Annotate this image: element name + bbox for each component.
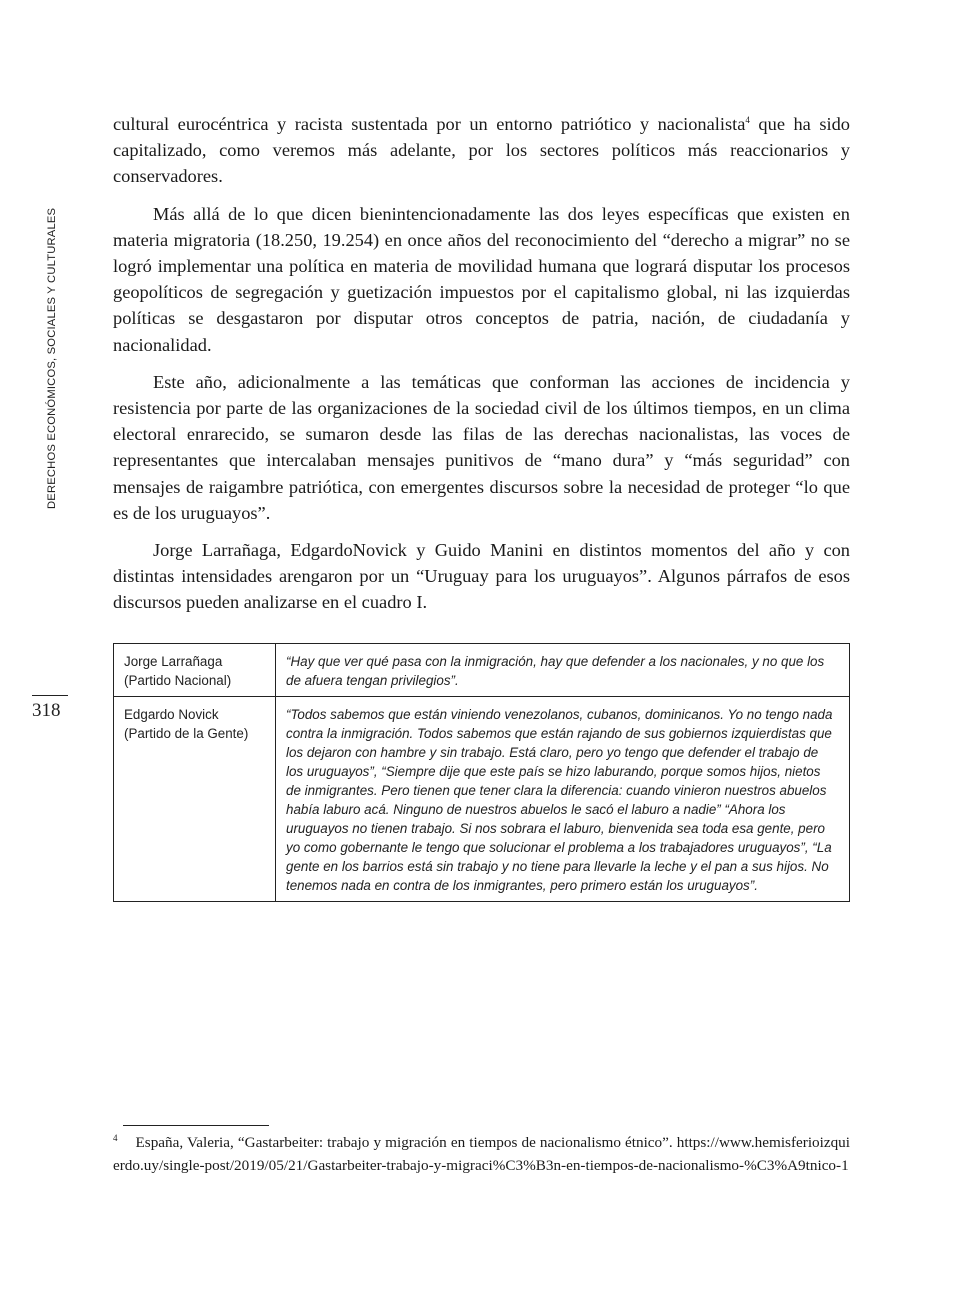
paragraph-3: Este año, adicionalmente a las temáticas que conforman las acciones de incidencia y resistencia por parte de las organizaciones de la sociedad civil de los últimos tiempos, en un clima electoral enrarecido, se sumaron desde las filas de las derechas nacionalistas, las voces de representantes que intercalaban mensajes punitivos de “mano dura” y “más seguridad” con mensajes de raigambre patriótica, con emergentes discursos sobre la necesidad de proteger “lo que es de los uruguayos”. xyxy=(113,371,850,523)
footnote-separator xyxy=(123,1125,269,1126)
paragraph-1-text: cultural eurocéntrica y racista sustentada por un entorno patriótico y nacionalista xyxy=(113,114,746,134)
table-row xyxy=(114,644,850,697)
speaker-cell xyxy=(114,697,276,902)
footnote-mark: 4 xyxy=(113,1132,118,1143)
quotes-table xyxy=(113,643,850,902)
quote-cell: “Hay que ver qué pasa con la inmigración, hay que defender a los nacionales, y no que los de afuera tengan privilegios”. xyxy=(276,644,850,697)
running-header-vertical: DERECHOS ECONÓMICOS, SOCIALES Y CULTURALES xyxy=(46,207,58,509)
page-number-rule xyxy=(32,695,68,696)
footnote-text[interactable]: España, Valeria, “Gastarbeiter: trabajo y migración en tiempos de nacionalismo étnico”. https://www.hemisferioizquierdo.uy/single-post/2019/05/21/Gastarbeiter-trabajo-y-migraci%C3%B3n-en-tiempos-de-nacionalismo-%C3%A9tnico-1 xyxy=(113,1134,850,1174)
paragraph-1-text-after: que ha sido capitalizado, como veremos más adelante, por los sectores políticos más reaccionarios y conservadores. xyxy=(113,114,850,187)
body-text xyxy=(113,111,850,627)
paragraph-4: Jorge Larrañaga, EdgardoNovick y Guido Manini en distintos momentos del año y con distintas intensidades arengaron por un “Uruguay para los uruguayos”. Algunos párrafos de esos discursos pueden analizarse en el cuadro I. xyxy=(113,540,850,613)
quote-cell: “Todos sabemos que están viniendo venezolanos, cubanos, dominicanos. Yo no tengo nada contra la inmigración. Todos sabemos que están rajando de sus gobiernos izquierdistas que los dejaron con hambre y sin trabajo. Está claro, pero yo tengo que defender el trabajo de los uruguayos”, “Siempre dije que este país se hizo laburando, porque somos hijos, nietos de inmigrantes. Pero tienen que tener clara la diferencia: cuando vinieron nuestros abuelos había laburo acá. Ninguno de nuestros abuelos le sacó el laburo a nadie” “Ahora los uruguayos no tienen trabajo. Si nos sobrara el laburo, bienvenida sea toda esa gente, pero yo como gobernante le tengo que solucionar el problema a los trabajadores uruguayos”, “La gente en los barrios está sin trabajo y no tiene para llevarle la leche y el pan a sus hijos. No tenemos nada en contra de los inmigrantes, pero primero están los uruguayos”. xyxy=(276,697,850,902)
footnote xyxy=(113,1131,850,1177)
table-row xyxy=(114,697,850,902)
speaker-party: (Partido Nacional) xyxy=(124,673,232,688)
speaker-name: Jorge Larrañaga xyxy=(124,654,223,669)
paragraph-2: Más allá de lo que dicen bienintencionadamente las dos leyes específicas que existen en materia migratoria (18.250, 19.254) en once años del reconocimiento del “derecho a migrar” no se logró implementar una política en materia de movilidad humana que logrará disputar los procesos geopolíticos de segregación y guetización impuestos por el capitalismo global, ni las izquierdas políticas se desgastaron por disputar otros conceptos de patria, nación, de ciudadanía y nacionalidad. xyxy=(113,203,850,355)
speaker-cell xyxy=(114,644,276,697)
paragraph-1 xyxy=(113,111,850,190)
speaker-party: (Partido de la Gente) xyxy=(124,726,249,741)
speaker-name: Edgardo Novick xyxy=(124,707,219,722)
page-number: 318 xyxy=(32,700,61,721)
footnote-reference[interactable]: 4 xyxy=(745,114,750,125)
